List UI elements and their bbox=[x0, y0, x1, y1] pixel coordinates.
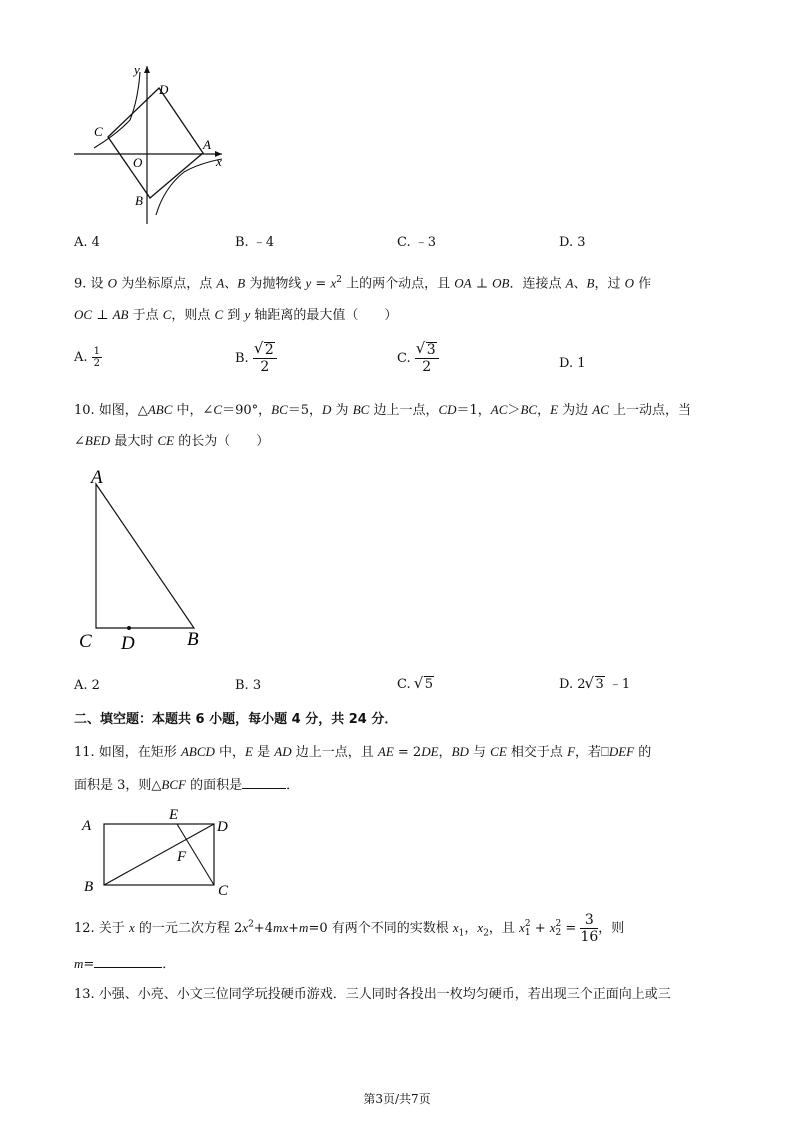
fig11-e-label: E bbox=[169, 807, 179, 823]
fig8-d-label: D bbox=[159, 82, 169, 97]
hyperbola-branch-lower bbox=[156, 159, 222, 215]
fig10-d-label: D bbox=[121, 633, 135, 654]
q10-line-2: ∠BED 最大时 CE 的长为（ ） bbox=[74, 433, 270, 449]
q9-option-a: A. $\frac{1}{2}$ bbox=[74, 346, 101, 369]
q12-answer-blank[interactable] bbox=[94, 955, 162, 968]
fig8-b-label: B bbox=[135, 193, 143, 208]
q9-option-c: C. √ $\frac{3}{2}$ bbox=[397, 342, 439, 375]
q10-option-c: C. √ 5 bbox=[397, 676, 434, 694]
y-axis-arrow bbox=[144, 66, 150, 73]
q10-option-a: A. 2 bbox=[74, 678, 100, 693]
q10-option-b: B. 3 bbox=[235, 678, 262, 693]
q13-line-1: 13. 小强、小亮、小文三位同学玩投硬币游戏．三人同时各投出一枚均匀硬币，若出现三个正面向上或三 bbox=[74, 987, 671, 1002]
section-2-heading: 二、填空题：本题共 6 小题，每小题 4 分，共 24 分． bbox=[74, 712, 398, 727]
fig11-b-label: B bbox=[84, 879, 94, 895]
q9-option-d: D. 1 bbox=[559, 356, 586, 371]
q10-figure bbox=[76, 464, 212, 654]
page-footer: 第3页/共7页 bbox=[363, 1092, 431, 1106]
q8-figure bbox=[72, 60, 232, 226]
q12-line-1: 12. 关于 x 的一元二次方程 $2x^2+4mx+m=0$ 有两个不同的实数根 $x_1$，$x_2$，且 x 2 1 + x 2 2 = $\frac{3}{16}$ ，则 bbox=[74, 912, 625, 945]
fig11-d-label: D bbox=[217, 819, 228, 835]
fig10-b-label: B bbox=[187, 629, 199, 650]
q11-line-1: 11. 如图，在矩形 ABCD 中，E 是 AD 边上一点，且 AE = 2DE，BD 与 CE 相交于点 F，若⎕DEF 的 bbox=[74, 744, 652, 760]
fig8-x-label: x bbox=[216, 154, 222, 169]
q8-option-b: B. ﹣4 bbox=[235, 235, 275, 250]
fig11-f-label: F bbox=[177, 849, 187, 865]
fig8-o-label: O bbox=[133, 155, 143, 170]
q9-line-1: 9. 设 O 为坐标原点，点 A、B 为抛物线 $y = x^2$ 上的两个动点，且 OA ⊥ OB．连接点 A、B，过 O 作 bbox=[74, 275, 652, 292]
q9-option-b: B. √ $\frac{2}{2}$ bbox=[235, 342, 277, 375]
fig11-a-label: A bbox=[82, 818, 92, 834]
fig8-a-label: A bbox=[203, 137, 211, 152]
fig8-y-label: y bbox=[134, 62, 140, 77]
q12-line-2: m= ． bbox=[74, 956, 176, 972]
point-d bbox=[127, 626, 131, 630]
q11-answer-blank[interactable] bbox=[242, 776, 286, 789]
fig10-a-label: A bbox=[91, 467, 103, 488]
fig11-c-label: C bbox=[218, 883, 229, 897]
q9-line-2: OC ⊥ AB 于点 C，则点 C 到 y 轴距离的最大值（ ） bbox=[74, 307, 398, 323]
q11-figure bbox=[78, 803, 238, 897]
q8-option-d: D. 3 bbox=[559, 235, 586, 250]
q11-line-2: 面积是 3，则△BCF 的面积是 ． bbox=[74, 777, 300, 793]
q8-option-c: C. ﹣3 bbox=[397, 235, 437, 250]
square-abcd bbox=[108, 88, 203, 198]
q10-option-d: D. 2√ 3 ﹣1 bbox=[559, 676, 630, 694]
q8-option-a: A. 4 bbox=[74, 235, 100, 250]
diagonal-bd bbox=[104, 824, 214, 885]
q10-line-1: 10. 如图，△ABC 中，∠C＝90°，BC＝5，D 为 BC 边上一点，CD＝1，AC＞BC，E 为边 AC 上一动点，当 bbox=[74, 402, 692, 418]
triangle-abc bbox=[96, 484, 194, 628]
fig8-c-label: C bbox=[94, 124, 103, 139]
fig10-c-label: C bbox=[79, 631, 92, 652]
